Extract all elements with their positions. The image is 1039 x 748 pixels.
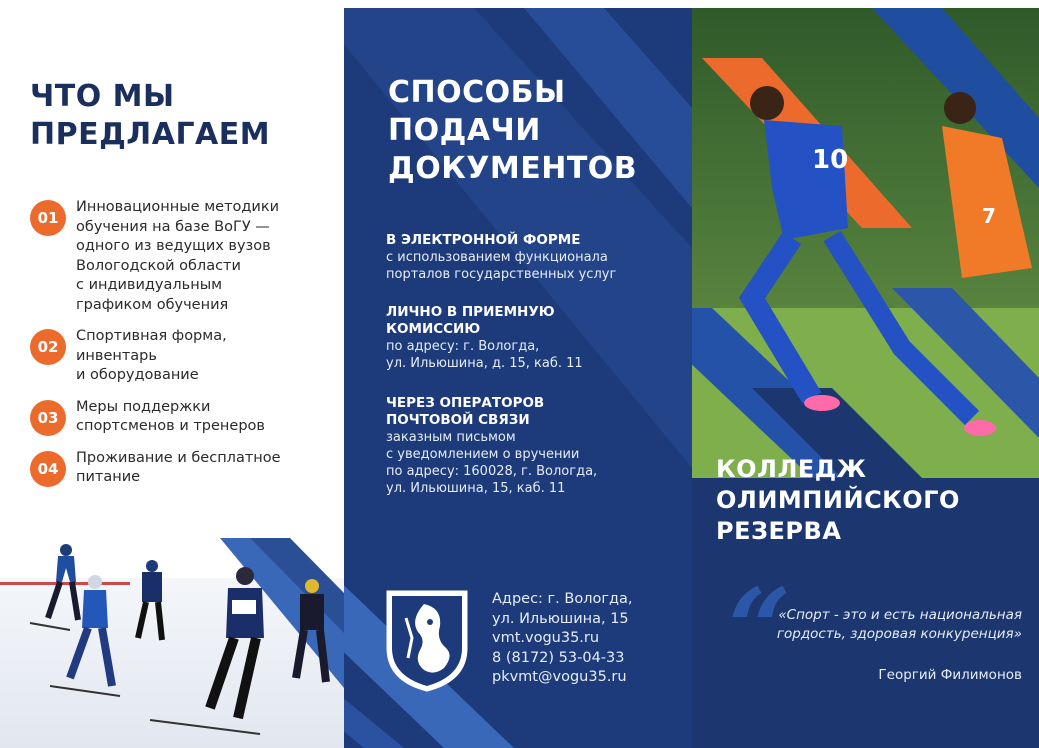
offer-number-badge: 02 [30,329,66,365]
college-title-line2: ОЛИМПИЙСКОГО [716,486,960,514]
method-in-person [386,304,686,372]
svg-text:7: 7 [982,204,996,228]
offer-text: Проживание и бесплатное питание [76,449,281,485]
football-players-photo [692,8,1039,478]
offer-text: Меры поддержки спортсменов и тренеров [76,398,265,434]
method-postal [386,395,686,497]
method-heading: В ЭЛЕКТРОННОЙ ФОРМЕ [386,232,581,248]
documents-title-line2: ПОДАЧИ [388,113,541,148]
offer-list [30,198,330,500]
offer-number-badge: 04 [30,451,66,487]
method-description: по адресу: г. Вологда, ул. Ильюшина, д. 15, каб. 11 [386,339,583,371]
offer-title-line2: ПРЕДЛАГАЕМ [30,117,271,152]
contact-website[interactable]: vmt.vogu35.ru [492,630,600,646]
college-panel [692,8,1039,748]
contact-email[interactable]: pkvmt@vogu35.ru [492,669,627,685]
quote-line2: гордость, здоровая конкуренция» [776,626,1022,642]
offer-title [30,78,330,154]
contact-address-line1: Адрес: г. Вологда, [492,591,633,607]
documents-title-line3: ДОКУМЕНТОВ [388,151,638,186]
offer-item [30,198,330,315]
offer-text: Спортивная форма, инвентарь и оборудование [76,328,227,383]
method-description: с использованием функционала порталов государственных услуг [386,250,617,282]
offer-item [30,449,330,488]
documents-title-line1: СПОСОБЫ [388,75,566,110]
contacts-block [492,590,632,688]
quote-mark-icon: “ [728,564,792,693]
offer-text: Инновационные методики обучения на базе ВоГУ — одного из ведущих вузов Вологодской области с индивидуальным графиком обучения [76,199,280,313]
offer-item [30,398,330,437]
contact-address-line2: ул. Ильюшина, 15 [492,610,629,627]
quote-line1: «Спорт - это и есть национальная [778,607,1022,623]
quote-text [722,606,1022,644]
documents-panel [344,8,692,748]
college-title-line1: КОЛЛЕДЖ [716,455,867,483]
offer-panel [0,8,344,748]
quote-author: Георгий Филимонов [878,667,1022,683]
offer-number-badge: 03 [30,400,66,436]
documents-title [388,74,688,188]
method-description: заказным письмом с уведомлением о вручении по адресу: 160028, г. Вологда, ул. Ильюшина, 15, каб. 11 [386,430,598,496]
method-electronic [386,232,686,283]
college-title-line3: РЕЗЕРВА [716,517,842,545]
top-margin [0,0,1039,8]
offer-number-badge: 01 [30,200,66,236]
college-title [716,454,960,547]
college-logo-icon [384,588,470,692]
method-heading: ЧЕРЕЗ ОПЕРАТОРОВ ПОЧТОВОЙ СВЯЗИ [386,395,545,428]
skiers-photo [0,538,344,748]
contact-phone[interactable]: 8 (8172) 53-04-33 [492,649,625,666]
offer-title-line1: ЧТО МЫ [30,79,175,114]
offer-item [30,327,330,386]
method-heading: ЛИЧНО В ПРИЕМНУЮ КОМИССИЮ [386,304,555,337]
svg-text:10: 10 [812,145,849,175]
